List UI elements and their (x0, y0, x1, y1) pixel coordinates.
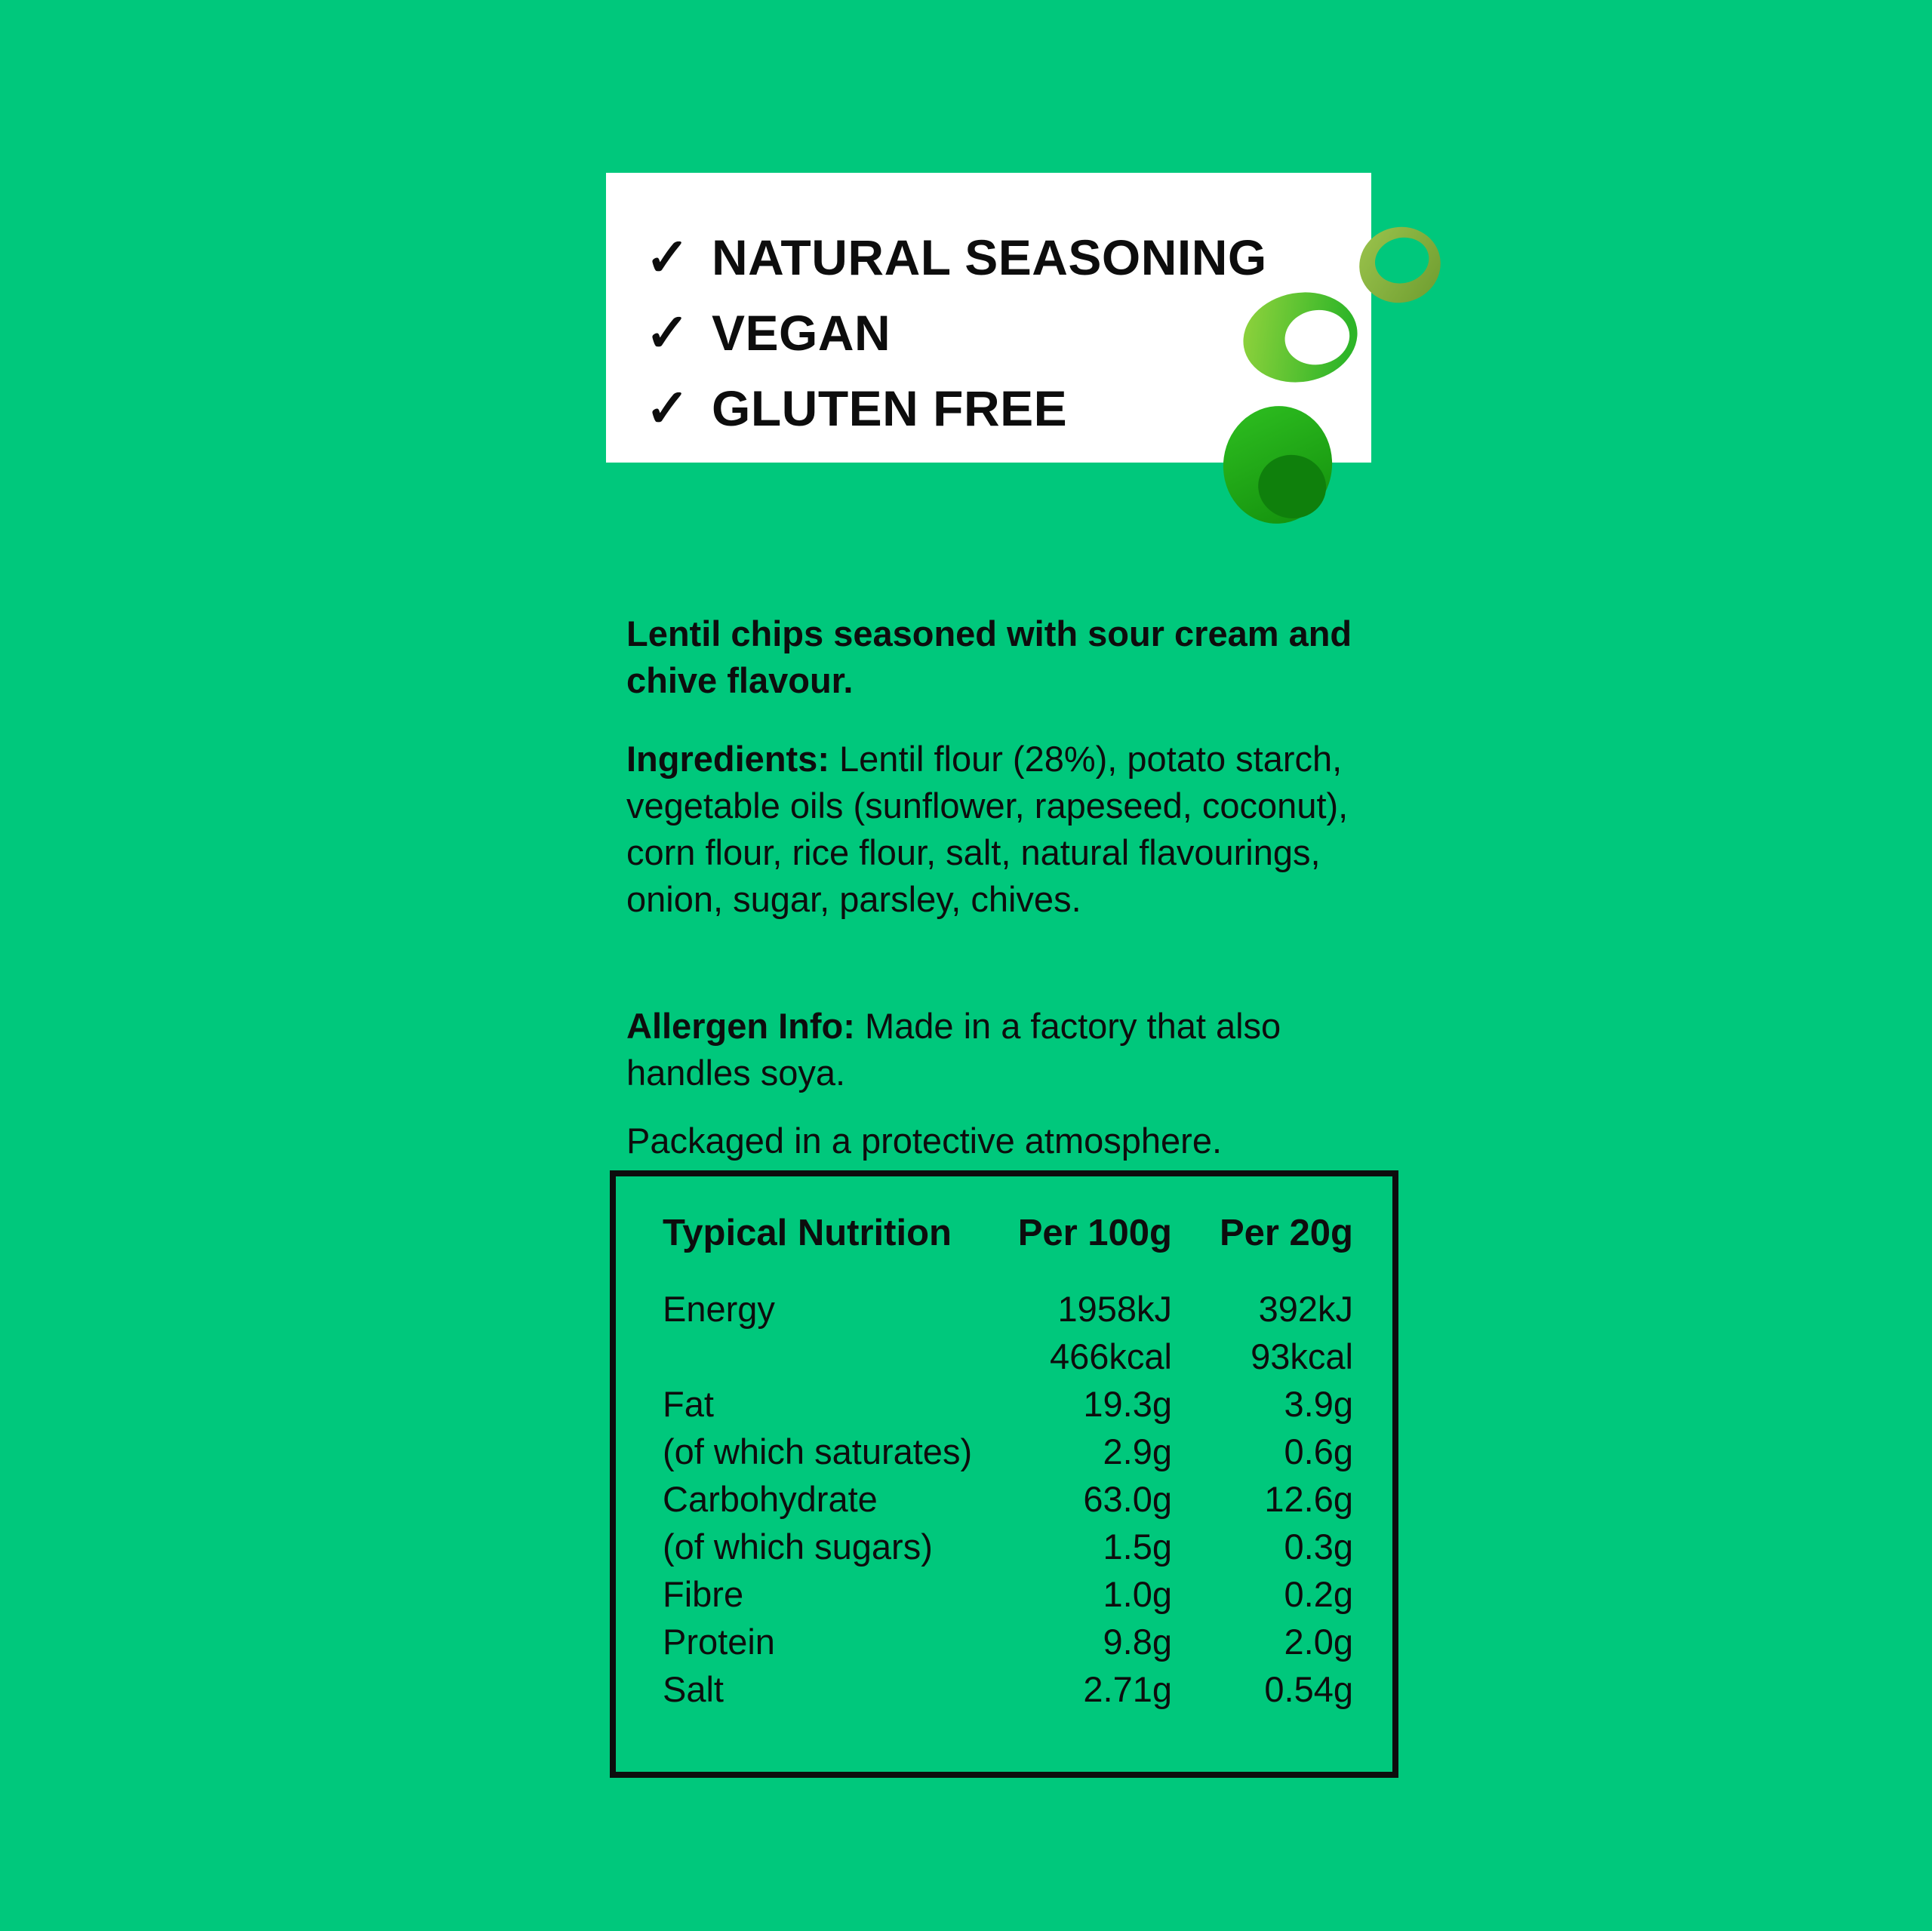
nutrient-per100: 1958kJ (1057, 1289, 1172, 1329)
nutrient-per100: 63.0g (1083, 1479, 1172, 1519)
table-row (663, 1475, 1353, 1523)
nutrient-label: Protein (663, 1622, 775, 1662)
nutrient-per100: 1.5g (1103, 1527, 1172, 1567)
nutrient-label: Fibre (663, 1574, 744, 1614)
table-row (663, 1523, 1353, 1570)
chive-ring-icon (1357, 223, 1444, 306)
allergen-lead: Allergen Info: (626, 1006, 855, 1046)
checkmark-icon: ✓ (645, 379, 690, 438)
product-description: Lentil chips seasoned with sour cream and chive flavour. (626, 613, 1352, 700)
table-row (663, 1618, 1353, 1665)
nutrient-label: (of which sugars) (663, 1527, 933, 1567)
nutrition-header-per100: Per 100g (1017, 1213, 1172, 1253)
table-row (663, 1428, 1353, 1475)
claim-label: NATURAL SEASONING (712, 229, 1267, 285)
nutrient-per20: 93kcal (1251, 1336, 1353, 1376)
claim-label: GLUTEN FREE (712, 380, 1068, 436)
claim-natural-seasoning (645, 220, 1371, 295)
nutrient-per20: 0.3g (1284, 1527, 1353, 1567)
checkmark-icon: ✓ (645, 228, 690, 287)
claim-label: VEGAN (712, 305, 891, 361)
nutrient-label: Salt (663, 1669, 724, 1709)
packaging-note: Packaged in a protective atmosphere. (626, 1121, 1223, 1161)
table-row (663, 1380, 1353, 1428)
nutrient-per20: 0.54g (1264, 1669, 1353, 1709)
nutrient-per20: 2.0g (1284, 1622, 1353, 1662)
nutrient-label: Fat (663, 1384, 714, 1424)
table-row (663, 1570, 1353, 1618)
nutrient-per20: 0.6g (1284, 1431, 1353, 1471)
nutrient-per20: 12.6g (1264, 1479, 1353, 1519)
checkmark-icon: ✓ (645, 303, 690, 362)
nutrient-label: Energy (663, 1289, 775, 1329)
ingredients-paragraph (626, 736, 1381, 923)
nutrient-label (663, 1333, 991, 1380)
nutrient-per20: 3.9g (1284, 1384, 1353, 1424)
nutrient-per20: 0.2g (1284, 1574, 1353, 1614)
nutrient-per100: 9.8g (1103, 1622, 1172, 1662)
nutrition-header-title: Typical Nutrition (663, 1213, 952, 1253)
nutrient-per100: 19.3g (1083, 1384, 1172, 1424)
table-row (663, 1333, 1353, 1380)
nutrient-per100: 466kcal (1050, 1336, 1172, 1376)
allergen-text: Made in a factory that also handles soya. (626, 1006, 1281, 1093)
table-row (663, 1665, 1353, 1713)
allergen-paragraph (626, 1003, 1306, 1096)
nutrient-per100: 1.0g (1103, 1574, 1172, 1614)
nutrient-label: (of which saturates) (663, 1431, 973, 1471)
ingredients-text: Lentil flour (28%), potato starch, vegetable oils (sunflower, rapeseed, coconut), corn flour, rice flour, salt, natural flavourings, onion, sugar, parsley, chives. (626, 739, 1349, 919)
chive-ring-icon (1220, 403, 1336, 527)
nutrition-header-per20: Per 20g (1219, 1213, 1353, 1253)
ingredients-lead: Ingredients: (626, 739, 829, 779)
nutrient-label: Carbohydrate (663, 1479, 878, 1519)
nutrition-header-row (663, 1207, 1353, 1259)
nutrient-per100: 2.9g (1103, 1431, 1172, 1471)
chive-ring-icon (1241, 291, 1360, 385)
nutrition-table (610, 1170, 1398, 1778)
nutrient-per100: 2.71g (1083, 1669, 1172, 1709)
nutrient-per20: 392kJ (1258, 1289, 1353, 1329)
table-row (663, 1285, 1353, 1333)
